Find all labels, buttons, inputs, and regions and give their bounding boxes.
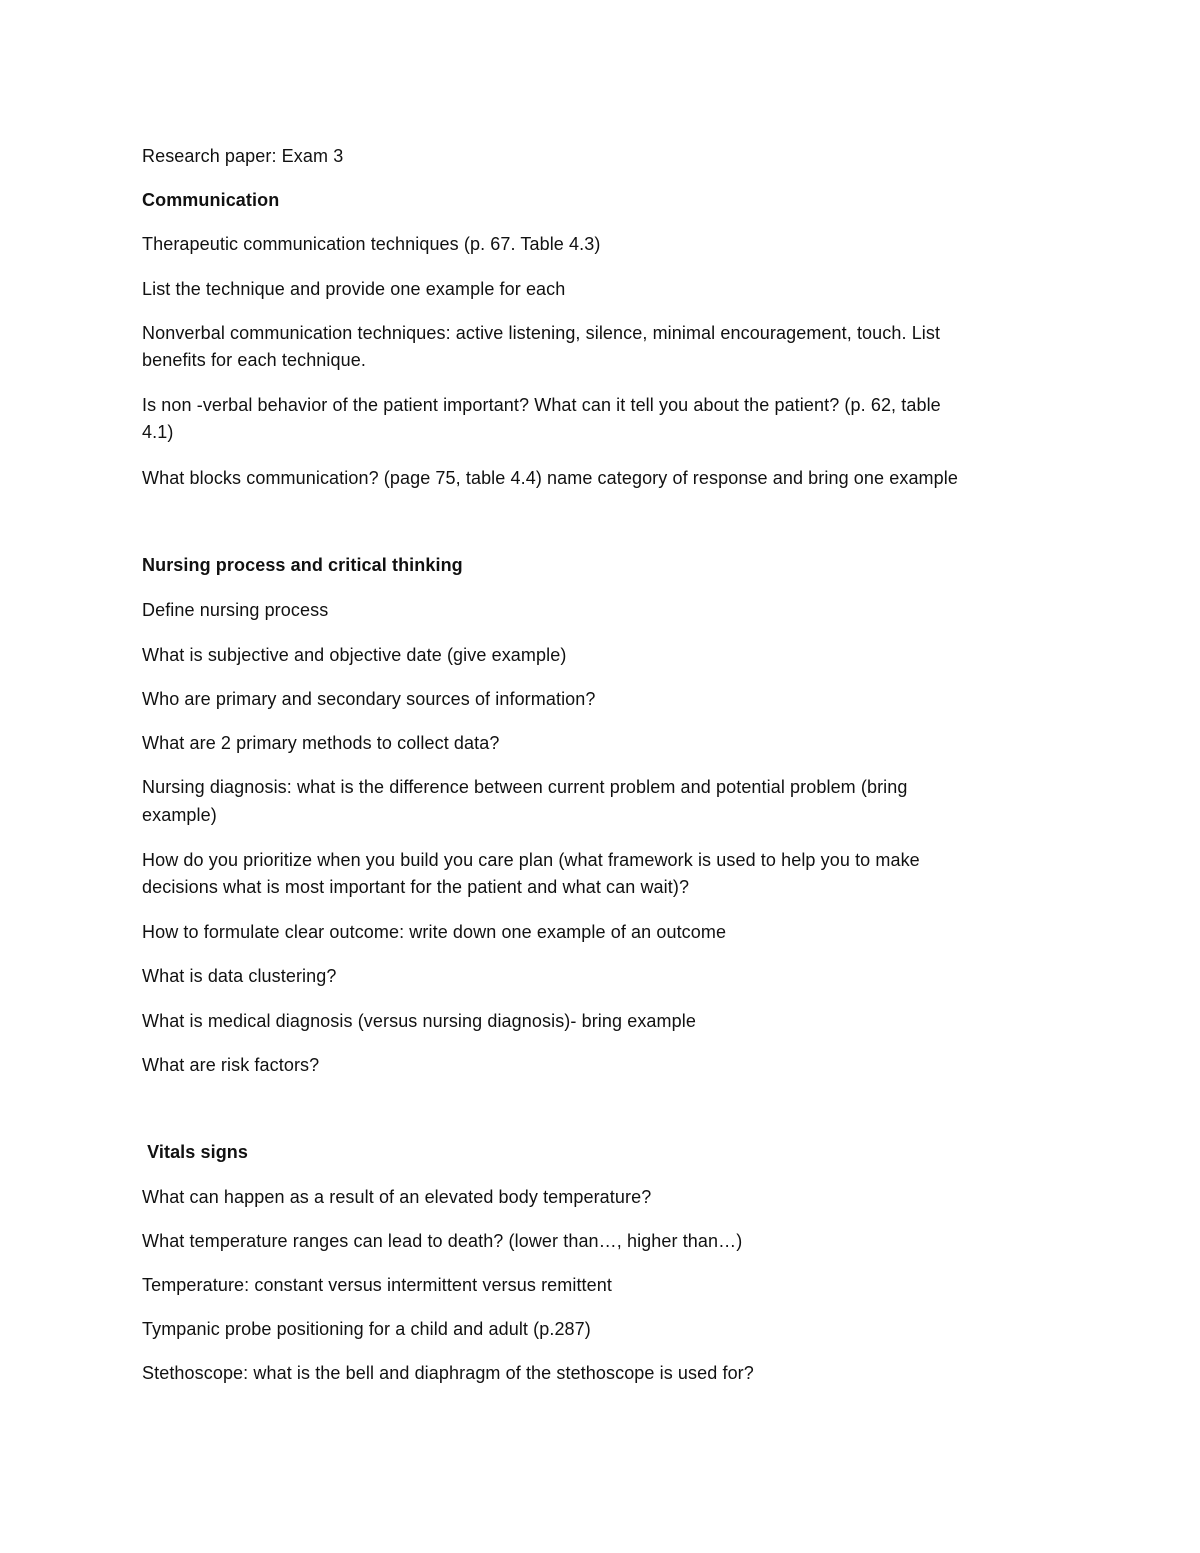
- nursing-item-3: Who are primary and secondary sources of information?: [142, 689, 596, 709]
- communication-item-2: List the technique and provide one example for each: [142, 279, 566, 299]
- nursing-item-2: What is subjective and objective date (give example): [142, 645, 567, 665]
- nursing-item-9: What is medical diagnosis (versus nursing diagnosis)- bring example: [142, 1011, 696, 1031]
- vitals-item-5: Stethoscope: what is the bell and diaphragm of the stethoscope is used for?: [142, 1363, 754, 1383]
- section-heading-communication: Communication: [142, 190, 280, 210]
- section-heading-vital-signs: Vitals signs: [142, 1142, 249, 1162]
- vitals-item-4: Tympanic probe positioning for a child and adult (p.287): [142, 1319, 591, 1339]
- vitals-item-1: What can happen as a result of an elevated body temperature?: [142, 1187, 652, 1207]
- communication-item-3-line-1: Nonverbal communication techniques: active listening, silence, minimal encouragement, touch. List: [142, 323, 941, 343]
- section-heading-nursing-process: Nursing process and critical thinking: [142, 555, 463, 575]
- vitals-item-3: Temperature: constant versus intermittent versus remittent: [142, 1275, 612, 1295]
- nursing-item-5-line-1: Nursing diagnosis: what is the difference between current problem and potential problem (bring: [142, 777, 908, 797]
- document-title: Research paper: Exam 3: [142, 146, 344, 166]
- communication-item-4-line-2: 4.1): [142, 422, 174, 442]
- nursing-item-10: What are risk factors?: [142, 1055, 320, 1075]
- nursing-item-6-line-1: How do you prioritize when you build you care plan (what framework is used to help you to make: [142, 850, 920, 870]
- nursing-item-6-line-2: decisions what is most important for the patient and what can wait)?: [142, 877, 690, 897]
- nursing-item-1: Define nursing process: [142, 600, 329, 620]
- nursing-item-8: What is data clustering?: [142, 966, 337, 986]
- nursing-item-5-line-2: example): [142, 805, 217, 825]
- communication-item-1: Therapeutic communication techniques (p. 67. Table 4.3): [142, 234, 601, 254]
- nursing-item-4: What are 2 primary methods to collect data?: [142, 733, 500, 753]
- communication-item-4-line-1: Is non -verbal behavior of the patient important? What can it tell you about the patient? (p. 62, table: [142, 395, 941, 415]
- nursing-item-7: How to formulate clear outcome: write down one example of an outcome: [142, 922, 727, 942]
- communication-item-5: What blocks communication? (page 75, table 4.4) name category of response and bring one example: [142, 468, 958, 488]
- communication-item-3-line-2: benefits for each technique.: [142, 350, 366, 370]
- vitals-item-2: What temperature ranges can lead to death? (lower than…, higher than…): [142, 1231, 743, 1251]
